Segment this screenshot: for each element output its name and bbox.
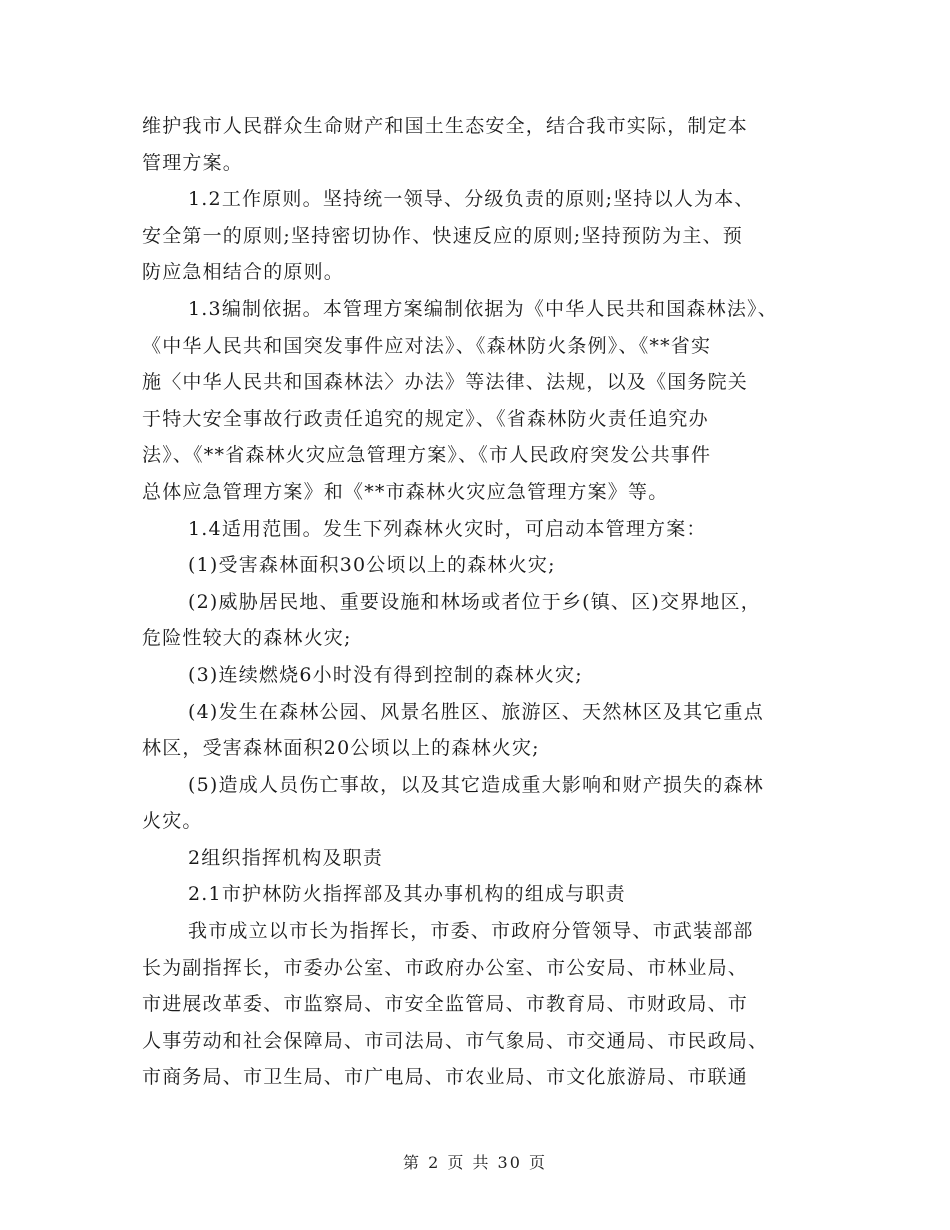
document-body: [142, 108, 842, 1096]
text-line: (1)受害森林面积30公顷以上的森林火灾;: [188, 554, 556, 577]
text-line: 人事劳动和社会保障局、市司法局、市气象局、市交通局、市民政局、: [142, 1029, 769, 1052]
text-line: 火灾。: [142, 810, 203, 833]
text-line: (4)发生在森林公园、风景名胜区、旅游区、天然林区及其它重点: [188, 700, 764, 723]
text-line: 我市成立以市长为指挥长，市委、市政府分管领导、市武装部部: [188, 920, 754, 943]
text-line: 管理方案。: [142, 151, 244, 174]
text-line: (2)威胁居民地、重要设施和林场或者位于乡(镇、区)交界地区，: [188, 590, 761, 613]
text-line: 市商务局、市卫生局、市广电局、市农业局、市文化旅游局、市联通: [142, 1066, 749, 1089]
text-line: (3)连续燃烧6小时没有得到控制的森林火灾;: [188, 663, 583, 686]
text-line: 市进展改革委、市监察局、市安全监管局、市教育局、市财政局、市: [142, 993, 749, 1016]
text-line: 施〈中华人民共和国森林法〉办法》等法律、法规，以及《国务院关: [142, 371, 749, 394]
text-line: 《中华人民共和国突发事件应对法》、《森林防火条例》、《**省实: [142, 334, 712, 357]
text-line: 1.2工作原则。坚持统一领导、分级负责的原则;坚持以人为本、: [188, 188, 755, 211]
text-line: 维护我市人民群众生命财产和国土生态安全，结合我市实际，制定本: [142, 115, 749, 137]
text-line: 林区，受害森林面积20公顷以上的森林火灾;: [142, 737, 540, 760]
text-line: 防应急相结合的原则。: [142, 261, 345, 284]
text-line: 2.1市护林防火指挥部及其办事机构的组成与职责: [188, 883, 626, 906]
text-line: 于特大安全事故行政责任追究的规定》、《省森林防火责任追究办: [142, 407, 709, 430]
text-line: 1.4适用范围。发生下列森林火灾时，可启动本管理方案：: [188, 517, 707, 540]
text-line: 危险性较大的森林火灾;: [142, 627, 352, 650]
text-line: 总体应急管理方案》和《**市森林火灾应急管理方案》等。: [142, 480, 669, 503]
text-line: 长为副指挥长，市委办公室、市政府办公室、市公安局、市林业局、: [142, 956, 749, 979]
text-line: (5)造成人员伤亡事故，以及其它造成重大影响和财产损失的森林: [188, 773, 764, 796]
text-line: 2组织指挥机构及职责: [188, 846, 384, 869]
text-line: 1.3编制依据。本管理方案编制依据为《中华人民共和国森林法》、: [188, 297, 778, 320]
page-footer: 第 2 页 共 30 页: [403, 1153, 547, 1172]
text-line: 安全第一的原则;坚持密切协作、快速反应的原则;坚持预防为主、预: [142, 224, 744, 247]
text-line: 法》、《**省森林火灾应急管理方案》、《市人民政府突发公共事件: [142, 444, 712, 467]
